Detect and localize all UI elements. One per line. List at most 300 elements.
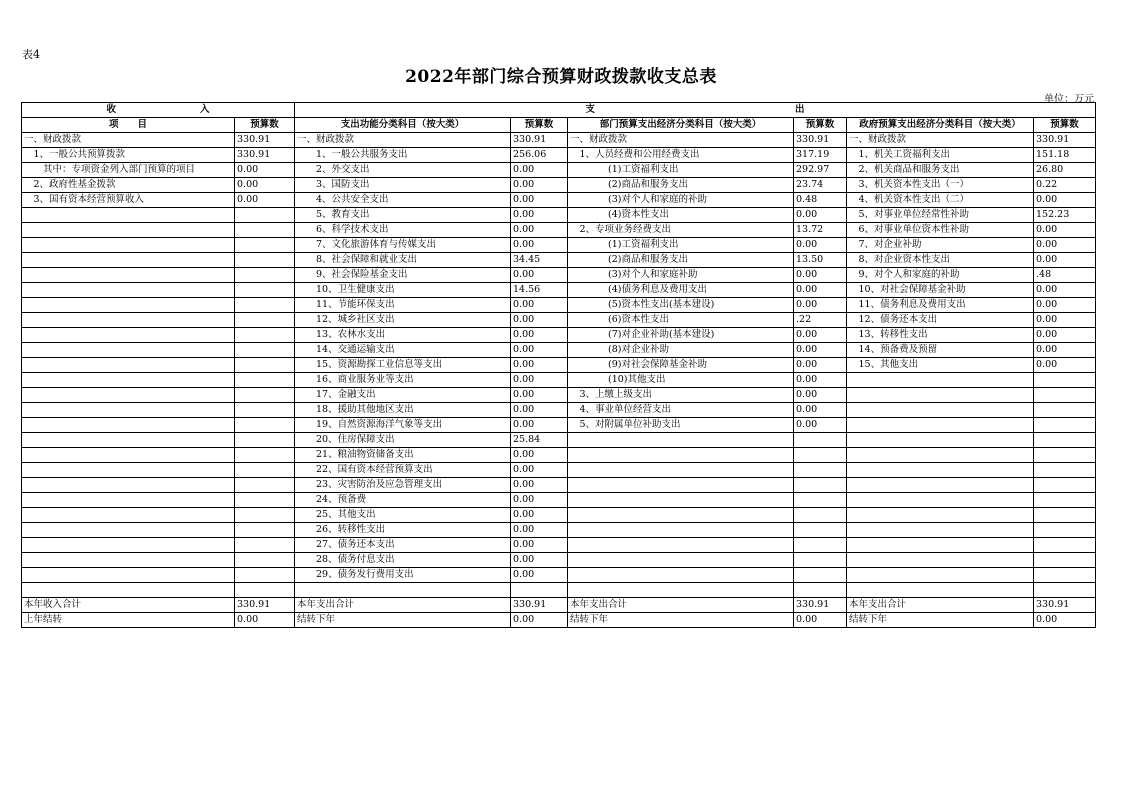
- col-header-budget-3: 预算数: [794, 118, 847, 133]
- table-row: [22, 313, 1096, 328]
- dept-budget-cell: 0.00: [794, 328, 847, 343]
- gov-item-cell: 3、机关资本性支出（一）: [847, 178, 1034, 193]
- gov-budget-cell: [1034, 523, 1096, 538]
- dept-item-cell: 3、上缴上级支出: [568, 388, 794, 403]
- dept-budget-cell: [794, 433, 847, 448]
- dept-item-cell: 2、专项业务经费支出: [568, 223, 794, 238]
- income-item-cell: [22, 358, 235, 373]
- header-row-group: [22, 103, 1096, 118]
- income-item-cell: [22, 283, 235, 298]
- income-budget-cell: [235, 448, 295, 463]
- gov-item-cell: [847, 433, 1034, 448]
- func-budget-cell: 0.00: [511, 343, 568, 358]
- dept-budget-cell: [794, 583, 847, 598]
- gov-item-cell: [847, 538, 1034, 553]
- table-row: [22, 148, 1096, 163]
- income-item-cell: [22, 253, 235, 268]
- table-row: [22, 358, 1096, 373]
- func-item-cell: 14、交通运输支出: [295, 343, 511, 358]
- table-row: [22, 283, 1096, 298]
- func-budget-cell: [511, 583, 568, 598]
- income-item-cell: [22, 268, 235, 283]
- table-row: [22, 253, 1096, 268]
- income-budget-cell: [235, 493, 295, 508]
- totals-row: [22, 613, 1096, 628]
- dept-item-cell: [568, 448, 794, 463]
- gov-item-cell: [847, 553, 1034, 568]
- gov-item-cell: 13、转移性支出: [847, 328, 1034, 343]
- gov-budget-cell: 0.22: [1034, 178, 1096, 193]
- gov-item-cell: 10、对社会保障基金补助: [847, 283, 1034, 298]
- func-budget-cell: 0.00: [511, 373, 568, 388]
- income-item-cell: [22, 583, 235, 598]
- gov-item-cell: [847, 478, 1034, 493]
- func-item-cell: 4、公共安全支出: [295, 193, 511, 208]
- func-item-cell: 10、卫生健康支出: [295, 283, 511, 298]
- func-item-cell: [295, 583, 511, 598]
- income-item-cell: [22, 478, 235, 493]
- income-budget-cell: [235, 343, 295, 358]
- table-row: [22, 163, 1096, 178]
- func-item-cell: 17、金融支出: [295, 388, 511, 403]
- income-item-cell: [22, 508, 235, 523]
- gov-budget-cell: [1034, 388, 1096, 403]
- gov-item-cell: 8、对企业资本性支出: [847, 253, 1034, 268]
- func-budget-cell: 0.00: [511, 553, 568, 568]
- income-budget-cell: [235, 298, 295, 313]
- income-budget-cell: [235, 568, 295, 583]
- func-budget-cell: 0.00: [511, 358, 568, 373]
- func-item-cell: 1、一般公共服务支出: [295, 148, 511, 163]
- income-item-cell: [22, 418, 235, 433]
- dept-item-cell: 5、对附属单位补助支出: [568, 418, 794, 433]
- gov-budget-cell: 0.00: [1034, 358, 1096, 373]
- dept-item-cell: (4)资本性支出: [568, 208, 794, 223]
- func-budget-cell: 0.00: [511, 208, 568, 223]
- dept-item-cell: [568, 493, 794, 508]
- dept-item-cell: 一、财政拨款: [568, 133, 794, 148]
- func-item-cell: 9、社会保险基金支出: [295, 268, 511, 283]
- income-item-cell: [22, 433, 235, 448]
- gov-budget-cell: [1034, 538, 1096, 553]
- income-item-cell: [22, 568, 235, 583]
- income-budget-cell: [235, 283, 295, 298]
- dept-item-cell: (8)对企业补助: [568, 343, 794, 358]
- func-item-cell: 13、农林水支出: [295, 328, 511, 343]
- func-budget-cell: 0.00: [511, 328, 568, 343]
- dept-budget-cell: [794, 493, 847, 508]
- table-row: [22, 133, 1096, 148]
- gov-item-cell: [847, 523, 1034, 538]
- dept-budget-cell: 0.00: [794, 373, 847, 388]
- func-budget-cell: 0.00: [511, 418, 568, 433]
- dept-budget-cell: 330.91: [794, 133, 847, 148]
- table-row: [22, 223, 1096, 238]
- func-item-cell: 12、城乡社区支出: [295, 313, 511, 328]
- income-budget-cell: [235, 238, 295, 253]
- table-row: [22, 208, 1096, 223]
- func-item-cell: 15、资源勘探工业信息等支出: [295, 358, 511, 373]
- func-budget-cell: 0.00: [511, 223, 568, 238]
- gov-budget-cell: [1034, 508, 1096, 523]
- header-row-columns: [22, 118, 1096, 133]
- dept-item-cell: [568, 508, 794, 523]
- dept-item-cell: (2)商品和服务支出: [568, 178, 794, 193]
- table-row: [22, 373, 1096, 388]
- dept-item-cell: (4)债务利息及费用支出: [568, 283, 794, 298]
- table-row: [22, 568, 1096, 583]
- dept-item-total-cell: 结转下年: [568, 613, 794, 628]
- table-row: [22, 238, 1096, 253]
- gov-item-cell: [847, 463, 1034, 478]
- expense-group-header: 支 出: [295, 103, 1096, 118]
- dept-budget-cell: [794, 538, 847, 553]
- gov-item-total-cell: 本年支出合计: [847, 598, 1034, 613]
- gov-budget-cell: [1034, 418, 1096, 433]
- dept-item-cell: (3)对个人和家庭补助: [568, 268, 794, 283]
- func-item-cell: 7、文化旅游体育与传媒支出: [295, 238, 511, 253]
- gov-budget-cell: [1034, 448, 1096, 463]
- income-item-cell: [22, 553, 235, 568]
- table-row: [22, 268, 1096, 283]
- dept-budget-cell: 0.00: [794, 298, 847, 313]
- gov-item-cell: [847, 508, 1034, 523]
- gov-item-cell: 2、机关商品和服务支出: [847, 163, 1034, 178]
- dept-budget-cell: 317.19: [794, 148, 847, 163]
- dept-budget-cell: 0.00: [794, 283, 847, 298]
- gov-budget-cell: [1034, 463, 1096, 478]
- gov-budget-cell: [1034, 373, 1096, 388]
- gov-budget-cell: [1034, 403, 1096, 418]
- gov-item-cell: [847, 583, 1034, 598]
- dept-budget-cell: 0.00: [794, 358, 847, 373]
- dept-budget-total-cell: 0.00: [794, 613, 847, 628]
- income-budget-total-cell: 330.91: [235, 598, 295, 613]
- func-budget-cell: 0.00: [511, 508, 568, 523]
- table-row: [22, 178, 1096, 193]
- func-budget-cell: 0.00: [511, 493, 568, 508]
- table-row: [22, 298, 1096, 313]
- func-budget-cell: 0.00: [511, 388, 568, 403]
- table-row: [22, 403, 1096, 418]
- dept-item-cell: 1、人员经费和公用经费支出: [568, 148, 794, 163]
- table-row: [22, 493, 1096, 508]
- income-item-cell: [22, 343, 235, 358]
- func-item-cell: 23、灾害防治及应急管理支出: [295, 478, 511, 493]
- income-budget-cell: 330.91: [235, 133, 295, 148]
- dept-budget-cell: 0.00: [794, 208, 847, 223]
- gov-item-cell: [847, 403, 1034, 418]
- gov-item-total-cell: 结转下年: [847, 613, 1034, 628]
- gov-item-cell: 一、财政拨款: [847, 133, 1034, 148]
- income-item-cell: 1、一般公共预算拨款: [22, 148, 235, 163]
- dept-item-cell: (2)商品和服务支出: [568, 253, 794, 268]
- income-item-cell: [22, 328, 235, 343]
- func-budget-cell: 0.00: [511, 448, 568, 463]
- dept-budget-cell: [794, 553, 847, 568]
- dept-budget-cell: 13.72: [794, 223, 847, 238]
- dept-budget-cell: [794, 478, 847, 493]
- func-budget-cell: 0.00: [511, 523, 568, 538]
- col-header-gov: 政府预算支出经济分类科目（按大类）: [847, 118, 1034, 133]
- col-header-dept: 部门预算支出经济分类科目（按大类）: [568, 118, 794, 133]
- gov-item-cell: 14、预备费及预留: [847, 343, 1034, 358]
- func-item-cell: 24、预备费: [295, 493, 511, 508]
- income-budget-cell: [235, 463, 295, 478]
- dept-item-cell: [568, 433, 794, 448]
- totals-row: [22, 598, 1096, 613]
- income-item-cell: [22, 238, 235, 253]
- dept-item-cell: [568, 568, 794, 583]
- func-budget-cell: 0.00: [511, 463, 568, 478]
- dept-budget-cell: [794, 448, 847, 463]
- dept-budget-cell: 0.00: [794, 343, 847, 358]
- income-budget-cell: [235, 403, 295, 418]
- income-item-cell: [22, 313, 235, 328]
- func-item-cell: 16、商业服务业等支出: [295, 373, 511, 388]
- gov-budget-cell: .48: [1034, 268, 1096, 283]
- col-header-budget-2: 预算数: [511, 118, 568, 133]
- gov-item-cell: [847, 493, 1034, 508]
- dept-budget-cell: 292.97: [794, 163, 847, 178]
- income-budget-cell: [235, 313, 295, 328]
- unit-label: 单位：万元: [1044, 94, 1094, 105]
- income-item-cell: [22, 223, 235, 238]
- dept-budget-cell: .22: [794, 313, 847, 328]
- func-item-total-cell: 本年支出合计: [295, 598, 511, 613]
- dept-item-cell: (3)对个人和家庭的补助: [568, 193, 794, 208]
- func-item-cell: 29、债务发行费用支出: [295, 568, 511, 583]
- gov-item-cell: [847, 373, 1034, 388]
- func-item-cell: 3、国防支出: [295, 178, 511, 193]
- col-header-budget-4: 预算数: [1034, 118, 1096, 133]
- gov-budget-cell: 0.00: [1034, 298, 1096, 313]
- income-item-cell: [22, 448, 235, 463]
- dept-item-cell: (9)对社会保障基金补助: [568, 358, 794, 373]
- func-item-cell: 25、其他支出: [295, 508, 511, 523]
- table-row: [22, 193, 1096, 208]
- func-budget-cell: 0.00: [511, 403, 568, 418]
- dept-item-cell: [568, 463, 794, 478]
- func-item-cell: 2、外交支出: [295, 163, 511, 178]
- table-row: [22, 538, 1096, 553]
- table-row: [22, 478, 1096, 493]
- dept-item-cell: [568, 538, 794, 553]
- gov-budget-cell: [1034, 583, 1096, 598]
- func-item-cell: 8、社会保障和就业支出: [295, 253, 511, 268]
- gov-budget-cell: 0.00: [1034, 193, 1096, 208]
- gov-budget-cell: 152.23: [1034, 208, 1096, 223]
- gov-budget-cell: 151.18: [1034, 148, 1096, 163]
- gov-budget-cell: 0.00: [1034, 238, 1096, 253]
- income-budget-cell: [235, 508, 295, 523]
- income-item-cell: 2、政府性基金拨款: [22, 178, 235, 193]
- gov-item-cell: [847, 568, 1034, 583]
- gov-item-cell: [847, 418, 1034, 433]
- func-item-cell: 28、债务付息支出: [295, 553, 511, 568]
- gov-item-cell: 9、对个人和家庭的补助: [847, 268, 1034, 283]
- gov-budget-cell: [1034, 478, 1096, 493]
- dept-budget-cell: 0.00: [794, 388, 847, 403]
- gov-item-cell: [847, 388, 1034, 403]
- func-item-cell: 22、国有资本经营预算支出: [295, 463, 511, 478]
- gov-budget-cell: [1034, 553, 1096, 568]
- gov-budget-cell: 0.00: [1034, 343, 1096, 358]
- col-header-func: 支出功能分类科目（按大类）: [295, 118, 511, 133]
- func-budget-cell: 256.06: [511, 148, 568, 163]
- dept-budget-cell: 0.00: [794, 418, 847, 433]
- dept-item-total-cell: 本年支出合计: [568, 598, 794, 613]
- income-budget-cell: [235, 523, 295, 538]
- gov-budget-total-cell: 330.91: [1034, 598, 1096, 613]
- income-item-total-cell: 上年结转: [22, 613, 235, 628]
- income-budget-cell: [235, 583, 295, 598]
- income-item-cell: [22, 538, 235, 553]
- func-budget-cell: 0.00: [511, 178, 568, 193]
- income-budget-cell: [235, 253, 295, 268]
- gov-budget-cell: 0.00: [1034, 313, 1096, 328]
- dept-item-cell: (1)工资福利支出: [568, 238, 794, 253]
- gov-item-cell: 12、债务还本支出: [847, 313, 1034, 328]
- gov-budget-cell: 26.80: [1034, 163, 1096, 178]
- gov-item-cell: 4、机关资本性支出（二）: [847, 193, 1034, 208]
- col-header-item: 项 目: [22, 118, 235, 133]
- gov-budget-cell: [1034, 568, 1096, 583]
- dept-budget-cell: 23.74: [794, 178, 847, 193]
- income-item-cell: [22, 403, 235, 418]
- income-item-cell: [22, 208, 235, 223]
- income-item-cell: 一、财政拨款: [22, 133, 235, 148]
- func-item-cell: 5、教育支出: [295, 208, 511, 223]
- func-budget-cell: 330.91: [511, 133, 568, 148]
- func-budget-cell: 0.00: [511, 478, 568, 493]
- func-item-cell: 19、自然资源海洋气象等支出: [295, 418, 511, 433]
- table-row: [22, 553, 1096, 568]
- gov-item-cell: [847, 448, 1034, 463]
- income-budget-cell: [235, 328, 295, 343]
- table-row: [22, 523, 1096, 538]
- income-budget-cell: [235, 223, 295, 238]
- func-budget-cell: 0.00: [511, 298, 568, 313]
- income-budget-cell: [235, 373, 295, 388]
- income-budget-cell: [235, 358, 295, 373]
- gov-item-cell: 15、其他支出: [847, 358, 1034, 373]
- dept-budget-cell: [794, 523, 847, 538]
- func-budget-cell: 0.00: [511, 268, 568, 283]
- dept-item-cell: (1)工资福利支出: [568, 163, 794, 178]
- table-row: [22, 343, 1096, 358]
- func-item-cell: 11、节能环保支出: [295, 298, 511, 313]
- table-row: [22, 508, 1096, 523]
- income-group-header: 收 入: [22, 103, 295, 118]
- income-item-total-cell: 本年收入合计: [22, 598, 235, 613]
- table-row: [22, 418, 1096, 433]
- income-item-cell: [22, 373, 235, 388]
- dept-item-cell: [568, 553, 794, 568]
- col-header-budget-1: 预算数: [235, 118, 295, 133]
- func-item-total-cell: 结转下年: [295, 613, 511, 628]
- dept-budget-cell: 0.00: [794, 238, 847, 253]
- gov-item-cell: 5、对事业单位经常性补助: [847, 208, 1034, 223]
- func-budget-cell: 0.00: [511, 568, 568, 583]
- dept-budget-cell: 0.48: [794, 193, 847, 208]
- gov-budget-cell: 0.00: [1034, 253, 1096, 268]
- func-item-cell: 21、粮油物资储备支出: [295, 448, 511, 463]
- income-item-cell: 其中：专项资金列入部门预算的项目: [22, 163, 235, 178]
- gov-budget-cell: [1034, 433, 1096, 448]
- dept-budget-cell: [794, 568, 847, 583]
- income-item-cell: 3、国有资本经营预算收入: [22, 193, 235, 208]
- dept-budget-cell: 13.50: [794, 253, 847, 268]
- gov-budget-cell: 330.91: [1034, 133, 1096, 148]
- dept-item-cell: 4、事业单位经营支出: [568, 403, 794, 418]
- gov-budget-cell: [1034, 493, 1096, 508]
- income-item-cell: [22, 523, 235, 538]
- func-item-cell: 6、科学技术支出: [295, 223, 511, 238]
- income-budget-cell: [235, 478, 295, 493]
- func-item-cell: 27、债务还本支出: [295, 538, 511, 553]
- table-row: [22, 328, 1096, 343]
- func-item-cell: 18、援助其他地区支出: [295, 403, 511, 418]
- income-budget-cell: [235, 208, 295, 223]
- page-title: 2022年部门综合预算财政拨款收支总表: [405, 67, 717, 87]
- income-item-cell: [22, 493, 235, 508]
- dept-item-cell: (7)对企业补助(基本建设): [568, 328, 794, 343]
- func-budget-cell: 0.00: [511, 193, 568, 208]
- gov-budget-cell: 0.00: [1034, 328, 1096, 343]
- func-budget-cell: 0.00: [511, 313, 568, 328]
- income-budget-cell: [235, 553, 295, 568]
- func-item-cell: 26、转移性支出: [295, 523, 511, 538]
- dept-budget-total-cell: 330.91: [794, 598, 847, 613]
- dept-item-cell: (6)资本性支出: [568, 313, 794, 328]
- income-budget-cell: [235, 268, 295, 283]
- income-budget-cell: [235, 433, 295, 448]
- dept-budget-cell: [794, 508, 847, 523]
- income-budget-cell: [235, 538, 295, 553]
- income-item-cell: [22, 463, 235, 478]
- income-budget-cell: 0.00: [235, 163, 295, 178]
- dept-item-cell: [568, 523, 794, 538]
- dept-item-cell: (10)其他支出: [568, 373, 794, 388]
- dept-budget-cell: 0.00: [794, 403, 847, 418]
- gov-item-cell: 6、对事业单位资本性补助: [847, 223, 1034, 238]
- func-budget-total-cell: 0.00: [511, 613, 568, 628]
- budget-table: [21, 102, 1096, 628]
- gov-item-cell: 11、债务利息及费用支出: [847, 298, 1034, 313]
- func-budget-cell: 0.00: [511, 163, 568, 178]
- dept-budget-cell: [794, 463, 847, 478]
- dept-item-cell: [568, 583, 794, 598]
- dept-item-cell: [568, 478, 794, 493]
- table-row: [22, 388, 1096, 403]
- income-budget-cell: 330.91: [235, 148, 295, 163]
- func-budget-cell: 14.56: [511, 283, 568, 298]
- income-item-cell: [22, 298, 235, 313]
- dept-budget-cell: 0.00: [794, 268, 847, 283]
- gov-item-cell: 1、机关工资福利支出: [847, 148, 1034, 163]
- func-budget-cell: 0.00: [511, 238, 568, 253]
- func-budget-total-cell: 330.91: [511, 598, 568, 613]
- income-budget-cell: [235, 388, 295, 403]
- income-item-cell: [22, 388, 235, 403]
- gov-item-cell: 7、对企业补助: [847, 238, 1034, 253]
- func-item-cell: 20、住房保障支出: [295, 433, 511, 448]
- gov-budget-total-cell: 0.00: [1034, 613, 1096, 628]
- func-budget-cell: 25.84: [511, 433, 568, 448]
- income-budget-cell: 0.00: [235, 178, 295, 193]
- table-number-label: 表4: [22, 48, 40, 61]
